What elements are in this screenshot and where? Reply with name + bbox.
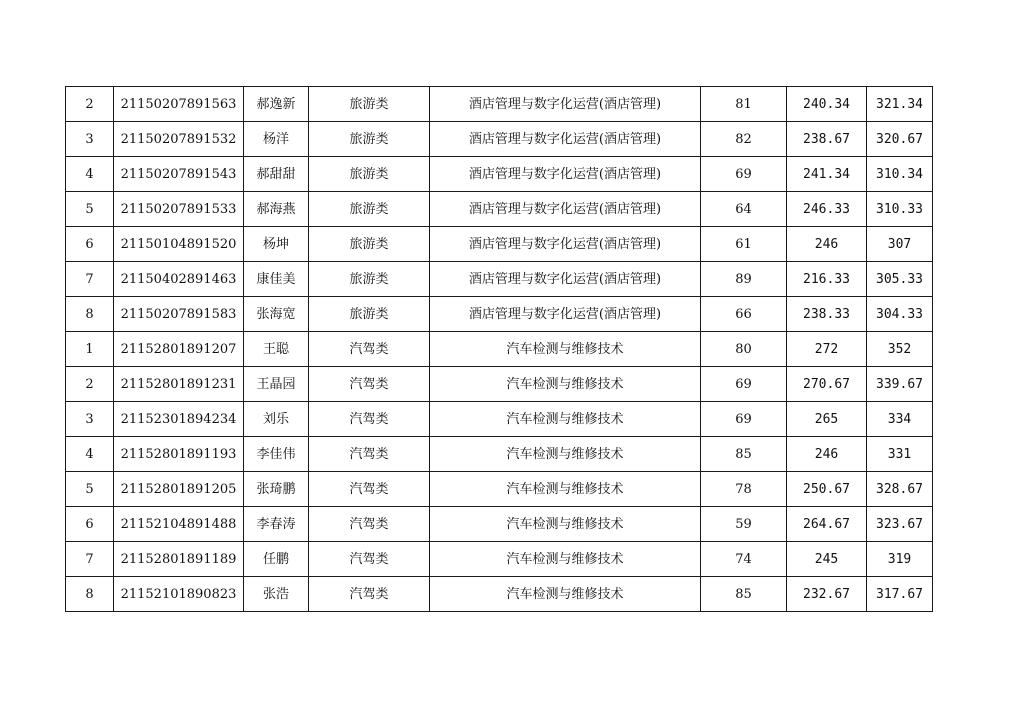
student-name-cell: 康佳美: [244, 262, 309, 297]
student-name-cell: 张琦鹏: [244, 472, 309, 507]
table-row: [66, 262, 933, 297]
rank-cell: 2: [66, 87, 114, 122]
table-row: [66, 122, 933, 157]
total-score-cell: 323.67: [867, 507, 933, 542]
rank-cell: 4: [66, 437, 114, 472]
exam-number-cell: 21150207891532: [114, 122, 244, 157]
total-score-cell: 339.67: [867, 367, 933, 402]
category-cell: 汽驾类: [309, 507, 430, 542]
category-cell: 旅游类: [309, 122, 430, 157]
table-row: [66, 297, 933, 332]
table-row: [66, 192, 933, 227]
culture-score-cell: 250.67: [787, 472, 867, 507]
exam-number-cell: 21152801891193: [114, 437, 244, 472]
exam-number-cell: 21150402891463: [114, 262, 244, 297]
total-score-cell: 331: [867, 437, 933, 472]
student-name-cell: 张浩: [244, 577, 309, 612]
major-cell: 汽车检测与维修技术: [430, 542, 701, 577]
total-score-cell: 352: [867, 332, 933, 367]
score-table: [65, 86, 933, 612]
rank-cell: 7: [66, 542, 114, 577]
major-cell: 酒店管理与数字化运营(酒店管理): [430, 122, 701, 157]
major-cell: 酒店管理与数字化运营(酒店管理): [430, 262, 701, 297]
rank-cell: 4: [66, 157, 114, 192]
table-row: [66, 437, 933, 472]
rank-cell: 8: [66, 577, 114, 612]
total-score-cell: 317.67: [867, 577, 933, 612]
skill-score-cell: 85: [701, 577, 787, 612]
category-cell: 汽驾类: [309, 437, 430, 472]
culture-score-cell: 216.33: [787, 262, 867, 297]
rank-cell: 5: [66, 472, 114, 507]
culture-score-cell: 246.33: [787, 192, 867, 227]
exam-number-cell: 21152801891207: [114, 332, 244, 367]
student-name-cell: 杨洋: [244, 122, 309, 157]
total-score-cell: 310.33: [867, 192, 933, 227]
culture-score-cell: 240.34: [787, 87, 867, 122]
culture-score-cell: 265: [787, 402, 867, 437]
skill-score-cell: 78: [701, 472, 787, 507]
table-row: [66, 367, 933, 402]
total-score-cell: 307: [867, 227, 933, 262]
student-name-cell: 杨坤: [244, 227, 309, 262]
skill-score-cell: 69: [701, 367, 787, 402]
culture-score-cell: 238.33: [787, 297, 867, 332]
skill-score-cell: 89: [701, 262, 787, 297]
category-cell: 汽驾类: [309, 542, 430, 577]
culture-score-cell: 238.67: [787, 122, 867, 157]
student-name-cell: 任鹏: [244, 542, 309, 577]
student-name-cell: 张海宽: [244, 297, 309, 332]
exam-number-cell: 21152104891488: [114, 507, 244, 542]
culture-score-cell: 246: [787, 227, 867, 262]
skill-score-cell: 69: [701, 402, 787, 437]
total-score-cell: 328.67: [867, 472, 933, 507]
total-score-cell: 319: [867, 542, 933, 577]
major-cell: 汽车检测与维修技术: [430, 332, 701, 367]
culture-score-cell: 270.67: [787, 367, 867, 402]
culture-score-cell: 232.67: [787, 577, 867, 612]
exam-number-cell: 21150207891563: [114, 87, 244, 122]
major-cell: 酒店管理与数字化运营(酒店管理): [430, 227, 701, 262]
student-name-cell: 郝甜甜: [244, 157, 309, 192]
rank-cell: 5: [66, 192, 114, 227]
category-cell: 旅游类: [309, 87, 430, 122]
category-cell: 旅游类: [309, 227, 430, 262]
culture-score-cell: 241.34: [787, 157, 867, 192]
culture-score-cell: 272: [787, 332, 867, 367]
rank-cell: 2: [66, 367, 114, 402]
category-cell: 旅游类: [309, 262, 430, 297]
culture-score-cell: 246: [787, 437, 867, 472]
rank-cell: 1: [66, 332, 114, 367]
skill-score-cell: 69: [701, 157, 787, 192]
major-cell: 酒店管理与数字化运营(酒店管理): [430, 157, 701, 192]
exam-number-cell: 21152801891189: [114, 542, 244, 577]
exam-number-cell: 21152801891231: [114, 367, 244, 402]
table-row: [66, 577, 933, 612]
score-table-body: [66, 87, 933, 612]
rank-cell: 7: [66, 262, 114, 297]
table-row: [66, 402, 933, 437]
category-cell: 旅游类: [309, 157, 430, 192]
exam-number-cell: 21152101890823: [114, 577, 244, 612]
skill-score-cell: 59: [701, 507, 787, 542]
total-score-cell: 321.34: [867, 87, 933, 122]
student-name-cell: 郝海燕: [244, 192, 309, 227]
student-name-cell: 刘乐: [244, 402, 309, 437]
skill-score-cell: 85: [701, 437, 787, 472]
total-score-cell: 305.33: [867, 262, 933, 297]
major-cell: 汽车检测与维修技术: [430, 507, 701, 542]
major-cell: 酒店管理与数字化运营(酒店管理): [430, 87, 701, 122]
skill-score-cell: 74: [701, 542, 787, 577]
category-cell: 旅游类: [309, 297, 430, 332]
category-cell: 汽驾类: [309, 402, 430, 437]
skill-score-cell: 82: [701, 122, 787, 157]
culture-score-cell: 264.67: [787, 507, 867, 542]
student-name-cell: 王聪: [244, 332, 309, 367]
exam-number-cell: 21150207891533: [114, 192, 244, 227]
skill-score-cell: 80: [701, 332, 787, 367]
table-row: [66, 157, 933, 192]
exam-number-cell: 21152801891205: [114, 472, 244, 507]
major-cell: 汽车检测与维修技术: [430, 367, 701, 402]
table-row: [66, 542, 933, 577]
rank-cell: 3: [66, 122, 114, 157]
table-row: [66, 227, 933, 262]
total-score-cell: 334: [867, 402, 933, 437]
student-name-cell: 李佳伟: [244, 437, 309, 472]
total-score-cell: 320.67: [867, 122, 933, 157]
rank-cell: 6: [66, 227, 114, 262]
category-cell: 汽驾类: [309, 472, 430, 507]
table-row: [66, 507, 933, 542]
major-cell: 汽车检测与维修技术: [430, 437, 701, 472]
category-cell: 旅游类: [309, 192, 430, 227]
table-row: [66, 332, 933, 367]
skill-score-cell: 61: [701, 227, 787, 262]
total-score-cell: 310.34: [867, 157, 933, 192]
culture-score-cell: 245: [787, 542, 867, 577]
category-cell: 汽驾类: [309, 367, 430, 402]
major-cell: 酒店管理与数字化运营(酒店管理): [430, 297, 701, 332]
student-name-cell: 郝逸新: [244, 87, 309, 122]
exam-number-cell: 21150207891543: [114, 157, 244, 192]
exam-number-cell: 21150207891583: [114, 297, 244, 332]
major-cell: 汽车检测与维修技术: [430, 402, 701, 437]
major-cell: 汽车检测与维修技术: [430, 577, 701, 612]
total-score-cell: 304.33: [867, 297, 933, 332]
skill-score-cell: 64: [701, 192, 787, 227]
rank-cell: 6: [66, 507, 114, 542]
student-name-cell: 李春涛: [244, 507, 309, 542]
category-cell: 汽驾类: [309, 577, 430, 612]
rank-cell: 3: [66, 402, 114, 437]
major-cell: 汽车检测与维修技术: [430, 472, 701, 507]
rank-cell: 8: [66, 297, 114, 332]
table-row: [66, 87, 933, 122]
skill-score-cell: 81: [701, 87, 787, 122]
table-row: [66, 472, 933, 507]
student-name-cell: 王晶园: [244, 367, 309, 402]
major-cell: 酒店管理与数字化运营(酒店管理): [430, 192, 701, 227]
exam-number-cell: 21150104891520: [114, 227, 244, 262]
exam-number-cell: 21152301894234: [114, 402, 244, 437]
category-cell: 汽驾类: [309, 332, 430, 367]
skill-score-cell: 66: [701, 297, 787, 332]
